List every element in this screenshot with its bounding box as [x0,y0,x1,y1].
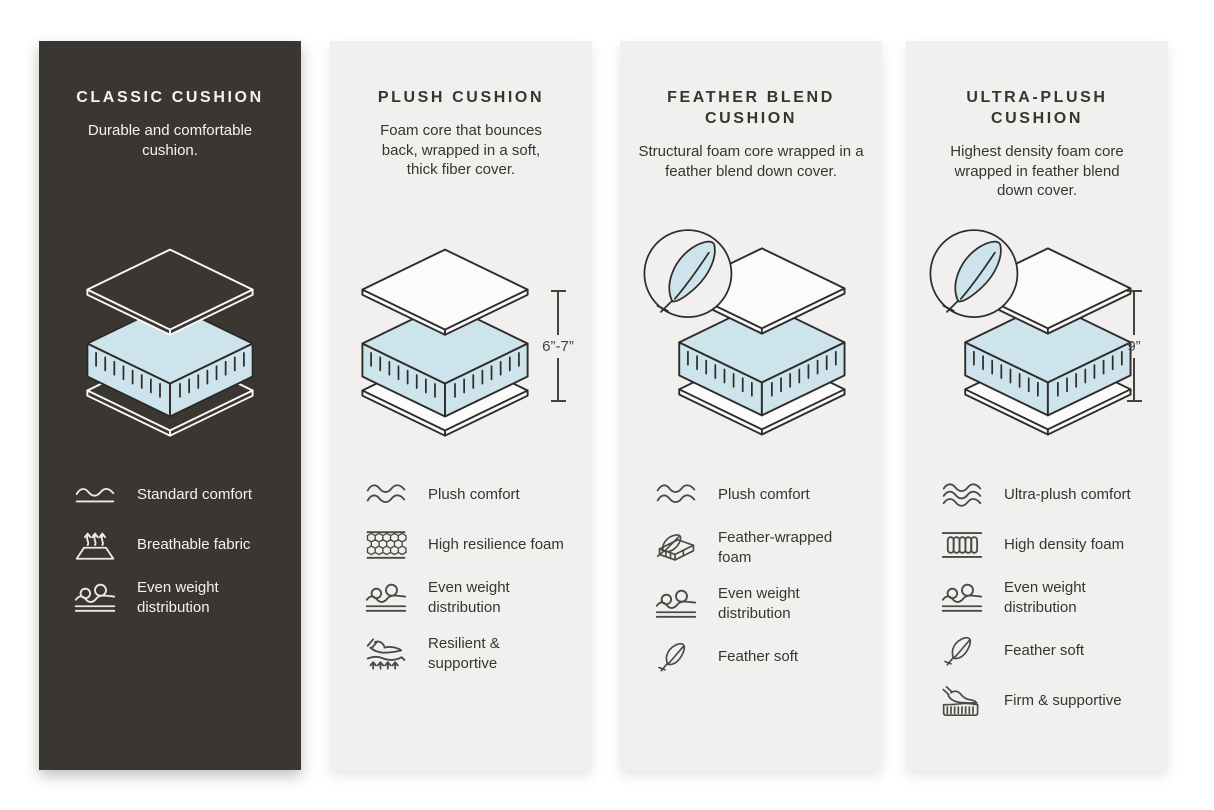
honeycomb-foam-icon [364,528,408,562]
weight-distribution-icon [940,581,984,615]
feature-label: Feather soft [718,648,799,665]
feature-label: Plush comfort [718,486,810,503]
panel-ultra-plush-cushion [906,41,1168,770]
hand-press-icon [364,637,408,671]
feature-label: Even weight distribution [428,579,510,616]
feature-list [364,478,586,690]
feature-row [73,478,295,512]
feature-list [940,478,1162,734]
feather-badge-icon [930,230,1017,317]
cushion-layers-diagram [39,226,301,482]
feature-list [654,478,876,690]
feature-label: Resilient & supportive [428,635,500,672]
feature-row [940,684,1162,718]
feature-row [940,578,1162,618]
feature-row [654,640,876,674]
feature-label: High resilience foam [428,536,564,553]
feature-row [364,634,586,674]
feather-icon [654,640,698,674]
panel-description: Foam core that bounces back, wrapped in a soft, thick fiber cover. [380,122,542,178]
panel-title: CLASSIC CUSHION [76,89,264,106]
feature-label: Even weight distribution [137,579,219,616]
dimension-cap-bottom [1127,400,1142,402]
feature-label: Feather soft [1004,642,1085,659]
feature-row [940,528,1162,562]
dimension-line [557,292,559,335]
feature-label: Standard comfort [137,486,253,503]
cushion-layers-diagram [620,226,882,482]
wave-double-icon [654,478,698,512]
layered-cushion-illustration [345,246,545,441]
panel-header [53,87,287,160]
panel-title: FEATHER BLEND CUSHION [667,89,835,127]
feature-row [73,578,295,618]
feature-row [364,578,586,618]
panel-title: PLUSH CUSHION [377,89,545,106]
dimension-cap-bottom [551,400,566,402]
feature-label: Firm & supportive [1004,692,1122,709]
feature-row [940,478,1162,512]
feather-foam-icon [654,531,698,565]
dimension-label: 9” [1127,337,1141,355]
feature-label: Even weight distribution [718,585,800,622]
wave-triple-icon [940,478,984,512]
panel-header [634,87,868,181]
cushion-layers-diagram [906,226,1168,482]
feature-label: Even weight distribution [1004,579,1086,616]
weight-distribution-icon [654,587,698,621]
dimension-line [1133,358,1135,401]
feature-row [654,584,876,624]
panel-header [920,87,1154,201]
feature-row [654,528,876,568]
cell-foam-icon [940,528,984,562]
feature-label: Plush comfort [428,486,520,503]
feature-row [73,528,295,562]
feather-badge-icon [644,230,731,317]
layered-cushion-illustration [70,246,270,441]
dimension-indicator [1110,290,1158,402]
weight-distribution-icon [364,581,408,615]
dimension-line [557,358,559,401]
weight-distribution-icon [73,581,117,615]
feature-label: Ultra-plush comfort [1004,486,1131,503]
feature-label: High density foam [1004,536,1125,553]
feature-row [654,478,876,512]
layered-cushion-illustration [640,224,862,445]
feature-label: Feather-wrapped foam [718,529,833,566]
feature-row [364,528,586,562]
feature-list [73,478,295,634]
wave-single-icon [73,478,117,512]
dimension-indicator [534,290,582,402]
breathable-fabric-icon [73,528,117,562]
feather-icon [940,634,984,668]
panel-description: Structural foam core wrapped in a feather blend down cover. [638,143,864,180]
dimension-line [1133,292,1135,335]
panel-plush-cushion [330,41,592,770]
panel-description: Durable and comfortable cushion. [87,122,253,159]
panel-classic-cushion [39,41,301,770]
wave-double-icon [364,478,408,512]
dimension-label: 6”-7” [542,337,574,355]
feature-row [364,478,586,512]
hand-coil-icon [940,684,984,718]
cushion-layers-diagram [330,226,592,482]
panel-header [344,87,578,180]
panel-feather-blend-cushion [620,41,882,770]
feature-row [940,634,1162,668]
feature-label: Breathable fabric [137,536,251,553]
panel-title: ULTRA-PLUSH CUSHION [966,89,1108,127]
panel-description: Highest density foam core wrapped in feather blend down cover. [950,143,1124,199]
